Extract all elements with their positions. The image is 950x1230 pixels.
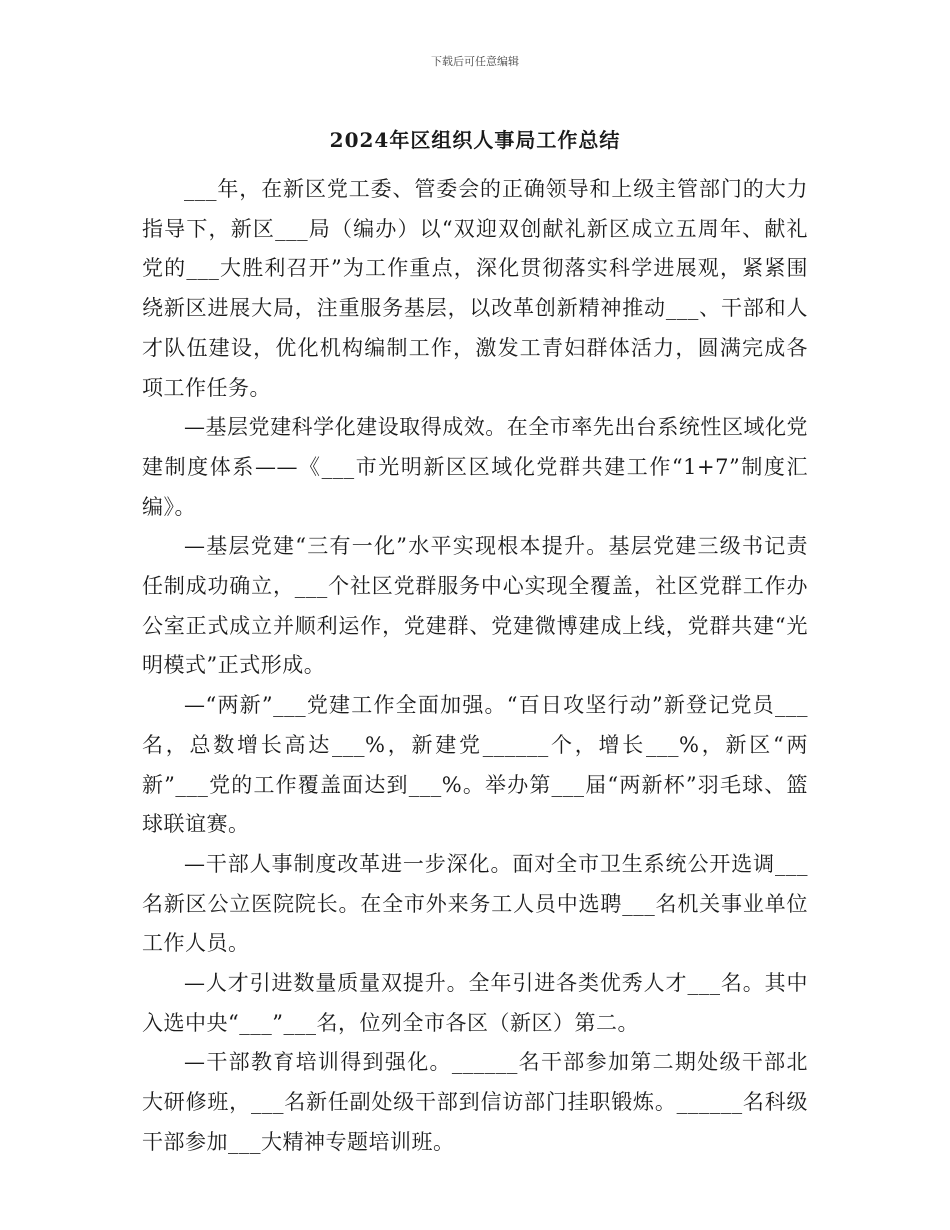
paragraph-three-haves: —基层党建“三有一化”水平实现根本提升。基层党建三级书记责任制成功确立，___个社区党群服务中心实现全覆盖，社区党群工作办公室正式成立并顺利运作，党建群、党建微博建成上线，党群共建“光明模式”正式形成。 — [142, 534, 808, 678]
paragraph-cadre-reform: —干部人事制度改革进一步深化。面对全市卫生系统公开选调___名新区公立医院院长。在全市外来务工人员中选聘___名机关事业单位工作人员。 — [142, 851, 808, 956]
document-body — [142, 170, 808, 1163]
paragraph-cadre-training: —干部教育培训得到强化。______名干部参加第二期处级干部北大研修班，___名新任副处级干部到信访部门挂职锻炼。______名科级干部参加___大精神专题培训班。 — [142, 1050, 808, 1154]
paragraph-two-new: —“两新”___党建工作全面加强。“百日攻坚行动”新登记党员___名，总数增长高达___%，新建党______个，增长___%，新区“两新”___党的工作覆盖面达到___%。举办第___届“两新杯”羽毛球、篮球联谊赛。 — [142, 693, 808, 837]
document-title: 2024年区组织人事局工作总结 — [329, 128, 621, 152]
paragraph-talent-introduction: —人才引进数量质量双提升。全年引进各类优秀人才___名。其中入选中央“___”___名，位列全市各区（新区）第二。 — [142, 971, 808, 1035]
page-header-note: 下载后可任意编辑 — [431, 55, 519, 68]
paragraph-intro: ___年，在新区党工委、管委会的正确领导和上级主管部门的大力指导下，新区___局（编办）以“双迎双创献礼新区成立五周年、献礼党的___大胜利召开”为工作重点，深化贯彻落实科学进展观，紧紧围绕新区进展大局，注重服务基层，以改革创新精神推动___、干部和人才队伍建设，优化机构编制工作，激发工青妇群体活力，圆满完成各项工作任务。 — [142, 177, 808, 400]
paragraph-grassroots-party-building: —基层党建科学化建设取得成效。在全市率先出台系统性区域化党建制度体系——《___市光明新区区域化党群共建工作“1+7”制度汇编》。 — [142, 415, 808, 519]
